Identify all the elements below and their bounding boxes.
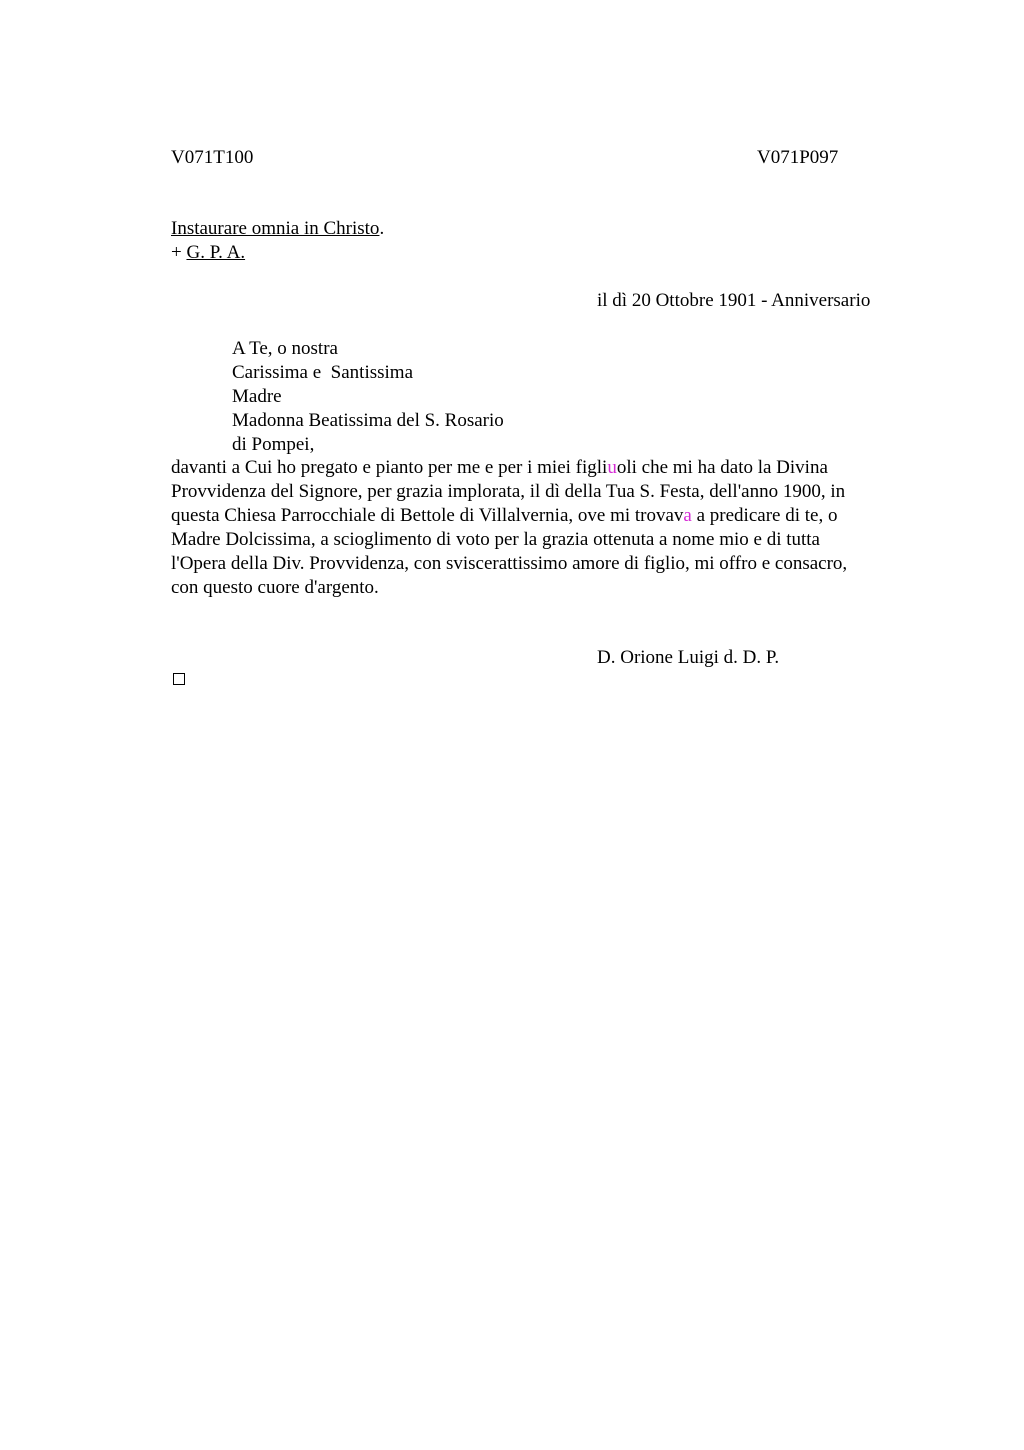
date-line: il dì 20 Ottobre 1901 - Anniversario: [597, 290, 871, 311]
body-text-segment: a predicare di te, o: [691, 505, 838, 526]
checkbox-icon: [173, 673, 185, 685]
dedication-line: Carissima e Santissima: [232, 362, 414, 383]
gpa-line: [171, 241, 245, 265]
body-line: [171, 456, 916, 480]
body-line: Provvidenza del Signore, per grazia implorata, il dì della Tua S. Festa, dell'anno 1900, in: [171, 481, 846, 502]
gpa-prefix: +: [171, 242, 187, 263]
document-code-left: V071T100: [171, 147, 254, 168]
body-line: con questo cuore d'argento.: [171, 577, 379, 598]
dedication-block: [232, 337, 504, 457]
body-text-segment: davanti a Cui ho pregato e pianto per me e per i miei figli: [171, 457, 608, 478]
highlighted-letter: a: [683, 505, 692, 526]
body-line: l'Opera della Div. Provvidenza, con sviscerattissimo amore di figlio, mi offro e consacro,: [171, 553, 848, 574]
dedication-line: Madonna Beatissima del S. Rosario: [232, 410, 504, 431]
document-code-right: V071P097: [757, 147, 839, 168]
signature: D. Orione Luigi d. D. P.: [597, 647, 780, 668]
motto-period: .: [379, 218, 385, 239]
dedication-line: di Pompei,: [232, 434, 315, 455]
motto-line: [171, 217, 384, 241]
body-line: [171, 504, 916, 528]
body-paragraph: [171, 456, 916, 600]
body-line: Madre Dolcissima, a scioglimento di voto per la grazia ottenuta a nome mio e di tutta: [171, 529, 820, 550]
motto-text: Instaurare omnia in Christo: [171, 218, 380, 239]
dedication-line: A Te, o nostra: [232, 338, 338, 359]
dedication-line: Madre: [232, 386, 282, 407]
body-text-segment: oli che mi ha dato la Divina: [616, 457, 828, 478]
body-text-segment: questa Chiesa Parrocchiale di Bettole di Villalvernia, ove mi trovav: [171, 505, 684, 526]
highlighted-letter: u: [607, 457, 617, 478]
gpa-text: G. P. A.: [186, 242, 246, 263]
